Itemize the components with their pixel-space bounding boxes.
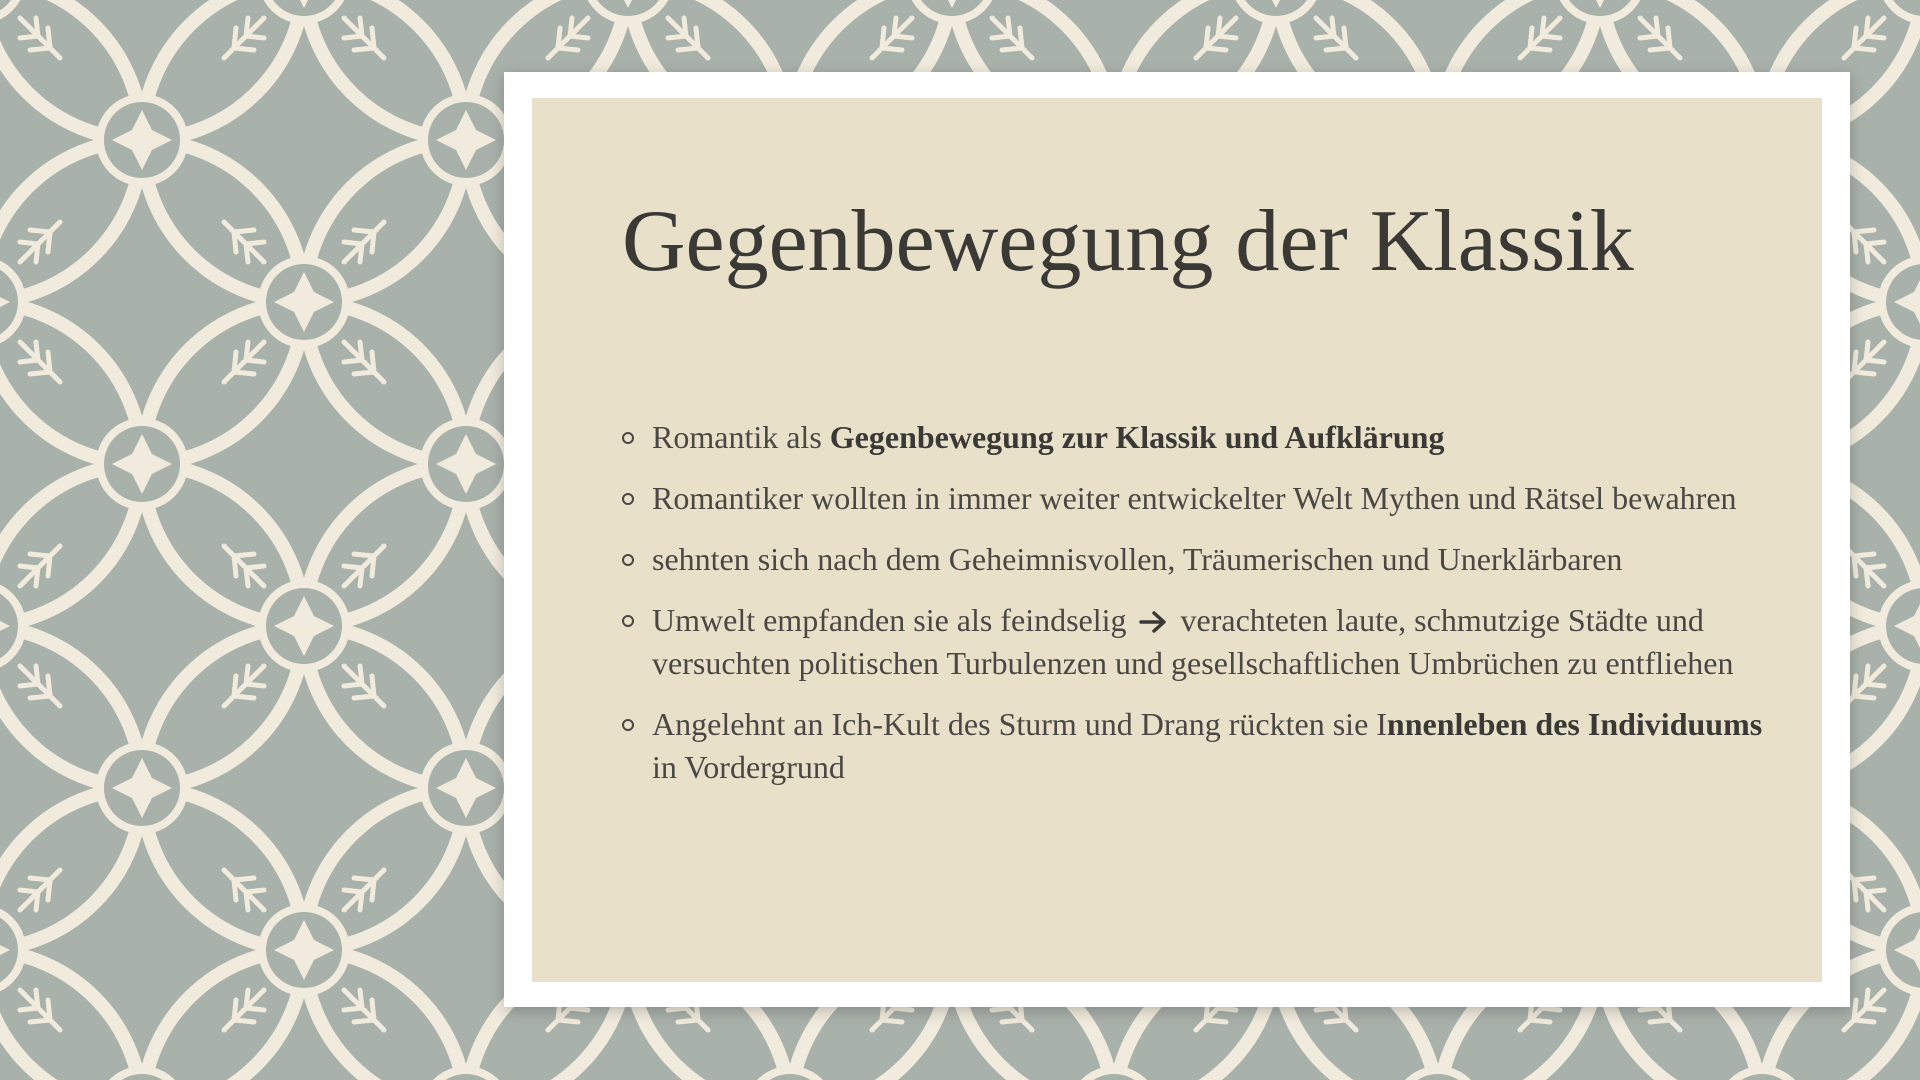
bullet-text: Angelehnt an Ich-Kult des Sturm und Drang rückten sie I (652, 706, 1387, 742)
bullet-bold-text: nnenleben des Individuums (1386, 706, 1763, 742)
bullet-text: in Vordergrund (652, 749, 845, 785)
bullet-text: Romantiker wollten in immer weiter entwickelter Welt Mythen und Rätsel bewahren (652, 480, 1737, 516)
bullet-item (622, 599, 1772, 685)
bullet-list (622, 416, 1772, 807)
bullet-text: Romantik als (652, 419, 830, 455)
bullet-text: verachteten laute, schmutzige Städte und versuchten politischen Turbulenzen und gesellschaftlichen Umbrüchen zu entfliehen (652, 602, 1734, 681)
bullet-text: sehnten sich nach dem Geheimnisvollen, Träumerischen und Unerklärbaren (652, 541, 1623, 577)
slide-title: Gegenbewegung der Klassik (622, 193, 1634, 290)
bullet-marker-icon (622, 615, 634, 627)
bullet-item (622, 477, 1772, 520)
bullet-marker-icon (622, 554, 634, 566)
arrow-right-icon (1139, 609, 1169, 635)
slide-content-panel (532, 98, 1822, 982)
bullet-marker-icon (622, 493, 634, 505)
bullet-marker-icon (622, 432, 634, 444)
bullet-bold-text: Gegenbewegung zur Klassik und Aufklärung (829, 419, 1445, 455)
slide-card (504, 72, 1850, 1007)
bullet-text: Umwelt empfanden sie als feindselig (652, 602, 1135, 638)
bullet-item (622, 538, 1772, 581)
bullet-marker-icon (622, 719, 634, 731)
bullet-item (622, 416, 1772, 459)
bullet-item (622, 703, 1772, 789)
